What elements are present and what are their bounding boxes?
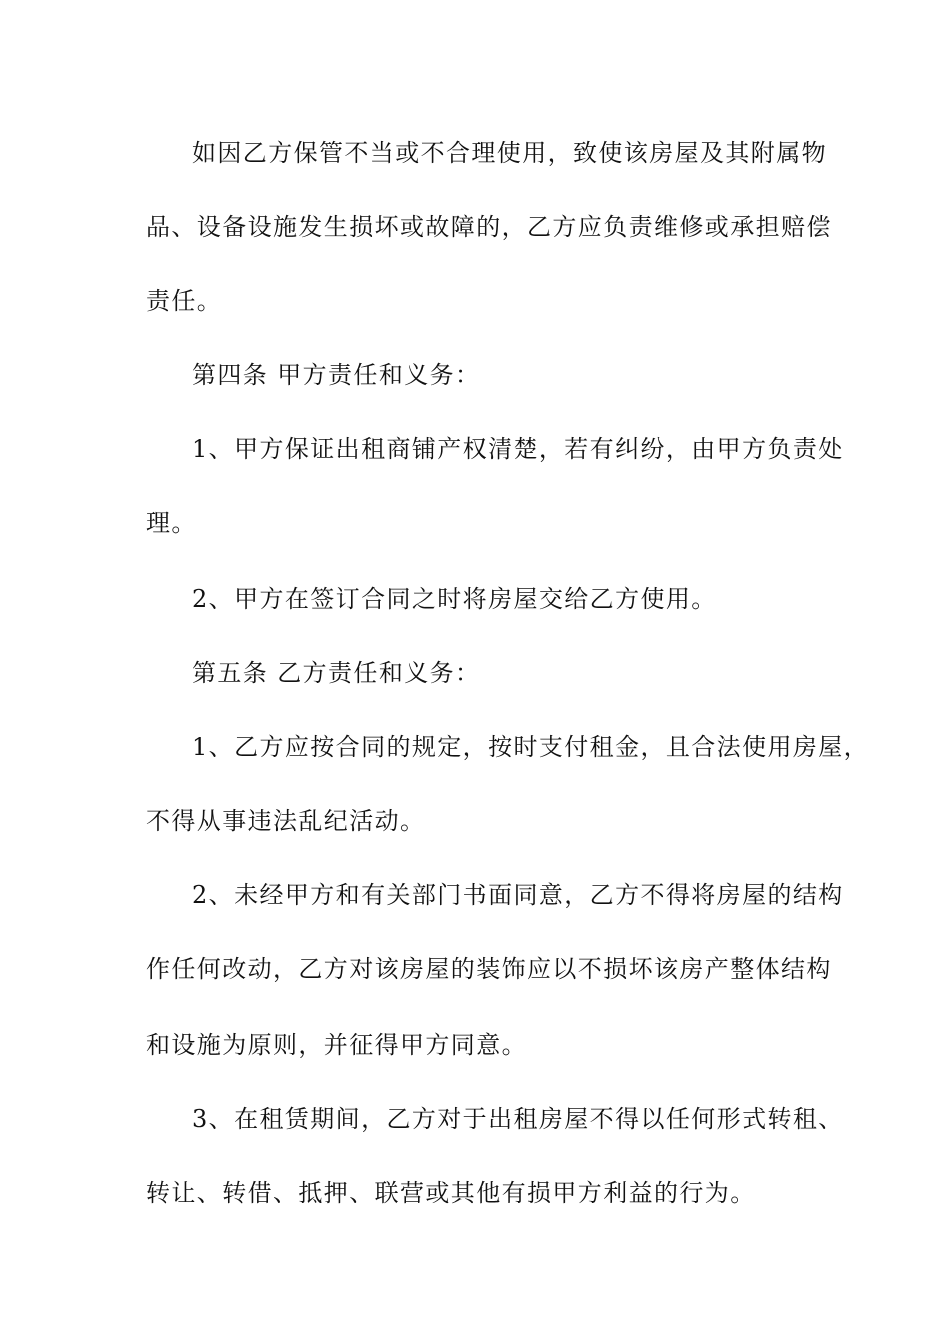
paragraph-line: 不得从事违法乱纪活动。	[146, 807, 426, 835]
section-heading: 第五条 乙方责任和义务：	[192, 659, 481, 687]
paragraph-line: 1、乙方应按合同的规定，按时支付租金，且合法使用房屋，	[192, 733, 870, 761]
paragraph-line: 如因乙方保管不当或不合理使用，致使该房屋及其附属物	[192, 139, 827, 167]
section-heading: 第四条 甲方责任和义务：	[192, 361, 481, 389]
paragraph-line: 品、设备设施发生损坏或故障的，乙方应负责维修或承担赔偿	[146, 213, 832, 241]
paragraph-line: 1、甲方保证出租商铺产权清楚，若有纠纷，由甲方负责处	[192, 435, 844, 463]
paragraph-line: 转让、转借、抵押、联营或其他有损甲方利益的行为。	[146, 1179, 756, 1207]
paragraph-line: 和设施为原则，并征得甲方同意。	[146, 1031, 527, 1059]
paragraph-line: 2、未经甲方和有关部门书面同意，乙方不得将房屋的结构	[192, 881, 844, 909]
paragraph-line: 作任何改动，乙方对该房屋的装饰应以不损坏该房产整体结构	[146, 955, 832, 983]
paragraph-line: 3、在租赁期间，乙方对于出租房屋不得以任何形式转租、	[192, 1105, 844, 1133]
paragraph-line: 2、甲方在签订合同之时将房屋交给乙方使用。	[192, 585, 717, 613]
paragraph-line: 理。	[146, 509, 197, 537]
paragraph-line: 责任。	[146, 287, 223, 315]
